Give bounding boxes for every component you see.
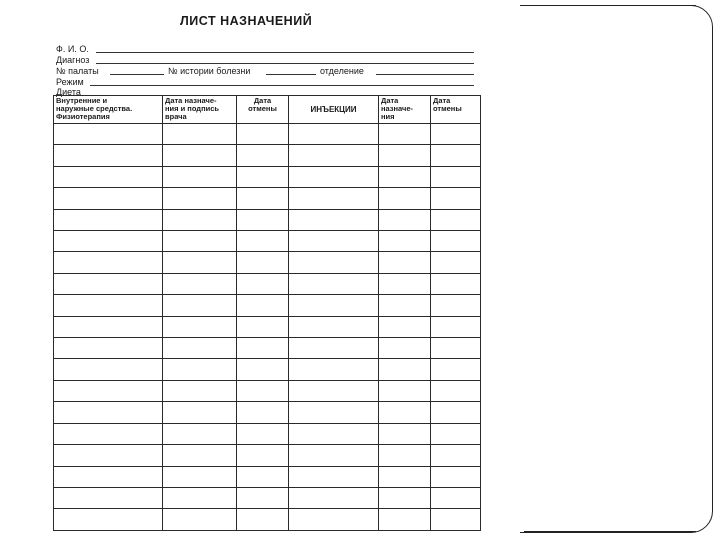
header-cancel-date: Дата отмены	[237, 96, 289, 124]
sheet-title: ЛИСТ НАЗНАЧЕНИЙ	[180, 14, 313, 28]
table-cell	[237, 359, 289, 380]
table-cell	[379, 509, 431, 531]
table-cell	[289, 402, 379, 423]
ward-line	[110, 74, 164, 75]
table-cell	[163, 402, 237, 423]
table-cell	[431, 295, 481, 316]
table-cell	[54, 445, 163, 466]
table-row	[54, 166, 481, 187]
table-cell	[289, 209, 379, 230]
table-row	[54, 124, 481, 145]
table-cell	[379, 166, 431, 187]
table-cell	[431, 380, 481, 401]
table-cell	[163, 466, 237, 487]
table-cell	[237, 466, 289, 487]
table-cell	[431, 445, 481, 466]
table-cell	[431, 252, 481, 273]
table-cell	[163, 338, 237, 359]
table-cell	[54, 359, 163, 380]
table-cell	[163, 188, 237, 209]
table-cell	[237, 509, 289, 531]
table-cell	[431, 402, 481, 423]
regime-line	[90, 85, 474, 86]
table-row	[54, 231, 481, 252]
table-cell	[237, 423, 289, 444]
table-cell	[289, 252, 379, 273]
table-cell	[237, 487, 289, 508]
table-cell	[431, 166, 481, 187]
table-cell	[379, 188, 431, 209]
table-cell	[379, 380, 431, 401]
table-cell	[54, 166, 163, 187]
table-row	[54, 359, 481, 380]
fio-line	[96, 52, 474, 53]
table-cell	[289, 145, 379, 166]
table-row	[54, 338, 481, 359]
table-cell	[431, 487, 481, 508]
table-cell	[163, 145, 237, 166]
table-cell	[54, 487, 163, 508]
table-cell	[237, 316, 289, 337]
table-cell	[431, 316, 481, 337]
table-cell	[379, 295, 431, 316]
table-cell	[237, 252, 289, 273]
table-cell	[237, 124, 289, 145]
ward-label: № палаты	[56, 66, 99, 76]
table-cell	[431, 466, 481, 487]
table-row	[54, 273, 481, 294]
table-cell	[379, 445, 431, 466]
table-cell	[237, 402, 289, 423]
table-cell	[431, 231, 481, 252]
table-cell	[54, 124, 163, 145]
table-cell	[289, 295, 379, 316]
diet-label: Диета	[56, 87, 81, 97]
table-cell	[163, 231, 237, 252]
table-cell	[431, 188, 481, 209]
table-cell	[379, 273, 431, 294]
table-cell	[54, 145, 163, 166]
table-cell	[54, 316, 163, 337]
table-header-row	[54, 96, 481, 124]
history-line	[266, 74, 316, 75]
prescription-table	[53, 95, 481, 531]
table-cell	[289, 231, 379, 252]
table-cell	[163, 423, 237, 444]
table-cell	[289, 338, 379, 359]
table-cell	[54, 402, 163, 423]
table-cell	[431, 124, 481, 145]
frame-top-rule	[524, 5, 696, 6]
table-cell	[289, 316, 379, 337]
table-cell	[54, 423, 163, 444]
table-cell	[54, 252, 163, 273]
table-cell	[163, 273, 237, 294]
table-cell	[379, 231, 431, 252]
table-cell	[379, 338, 431, 359]
diagnosis-label: Диагноз	[56, 55, 90, 65]
table-cell	[431, 509, 481, 531]
table-cell	[237, 295, 289, 316]
table-cell	[237, 380, 289, 401]
table-cell	[379, 466, 431, 487]
table-cell	[431, 145, 481, 166]
table-cell	[237, 188, 289, 209]
table-cell	[289, 124, 379, 145]
table-cell	[237, 273, 289, 294]
table-cell	[163, 487, 237, 508]
table-row	[54, 445, 481, 466]
table-cell	[289, 509, 379, 531]
table-cell	[289, 166, 379, 187]
regime-label: Режим	[56, 77, 84, 87]
table-cell	[289, 445, 379, 466]
table-row	[54, 509, 481, 531]
table-cell	[289, 359, 379, 380]
table-cell	[54, 188, 163, 209]
table-cell	[163, 209, 237, 230]
header-injections: ИНЪЕКЦИИ	[289, 96, 379, 124]
table-cell	[431, 209, 481, 230]
table-row	[54, 402, 481, 423]
table-row	[54, 295, 481, 316]
table-cell	[379, 252, 431, 273]
table-cell	[289, 188, 379, 209]
table-cell	[431, 338, 481, 359]
table-cell	[289, 273, 379, 294]
header-prescription-date: Дата назначе- ния и подпись врача	[163, 96, 237, 124]
table-cell	[431, 359, 481, 380]
table-cell	[163, 316, 237, 337]
table-cell	[54, 209, 163, 230]
table-cell	[237, 145, 289, 166]
table-cell	[54, 380, 163, 401]
table-cell	[163, 124, 237, 145]
table-cell	[379, 124, 431, 145]
table-row	[54, 316, 481, 337]
table-row	[54, 145, 481, 166]
table-cell	[163, 252, 237, 273]
table-cell	[431, 273, 481, 294]
table-cell	[163, 380, 237, 401]
history-label: № истории болезни	[168, 66, 251, 76]
table-cell	[379, 209, 431, 230]
table-cell	[289, 423, 379, 444]
table-cell	[54, 231, 163, 252]
department-label: отделение	[320, 66, 364, 76]
table-row	[54, 487, 481, 508]
header-medications: Внутренние и наружные средства. Физиотерапия	[54, 96, 163, 124]
table-cell	[237, 166, 289, 187]
table-row	[54, 466, 481, 487]
header-injection-cancel-date: Дата отмены	[431, 96, 481, 124]
table-row	[54, 209, 481, 230]
table-cell	[289, 380, 379, 401]
table-cell	[379, 487, 431, 508]
table-cell	[431, 423, 481, 444]
table-cell	[379, 423, 431, 444]
table-cell	[237, 209, 289, 230]
table-cell	[289, 466, 379, 487]
table-cell	[237, 445, 289, 466]
table-cell	[379, 316, 431, 337]
table-cell	[163, 509, 237, 531]
table-cell	[54, 273, 163, 294]
table-row	[54, 380, 481, 401]
table-cell	[379, 359, 431, 380]
table-cell	[163, 295, 237, 316]
table-cell	[163, 166, 237, 187]
table-cell	[54, 466, 163, 487]
table-cell	[289, 487, 379, 508]
table-cell	[237, 231, 289, 252]
table-cell	[237, 338, 289, 359]
department-line	[376, 74, 474, 75]
fio-label: Ф. И. О.	[56, 44, 89, 54]
diagnosis-line	[96, 63, 474, 64]
table-cell	[379, 402, 431, 423]
table-cell	[163, 445, 237, 466]
header-injection-prescription-date: Дата назначе- ния	[379, 96, 431, 124]
table-cell	[163, 359, 237, 380]
table-row	[54, 423, 481, 444]
table-cell	[379, 145, 431, 166]
table-row	[54, 252, 481, 273]
table-cell	[54, 509, 163, 531]
table-cell	[54, 295, 163, 316]
table-row	[54, 188, 481, 209]
frame-bottom-rule	[524, 531, 696, 532]
table-cell	[54, 338, 163, 359]
